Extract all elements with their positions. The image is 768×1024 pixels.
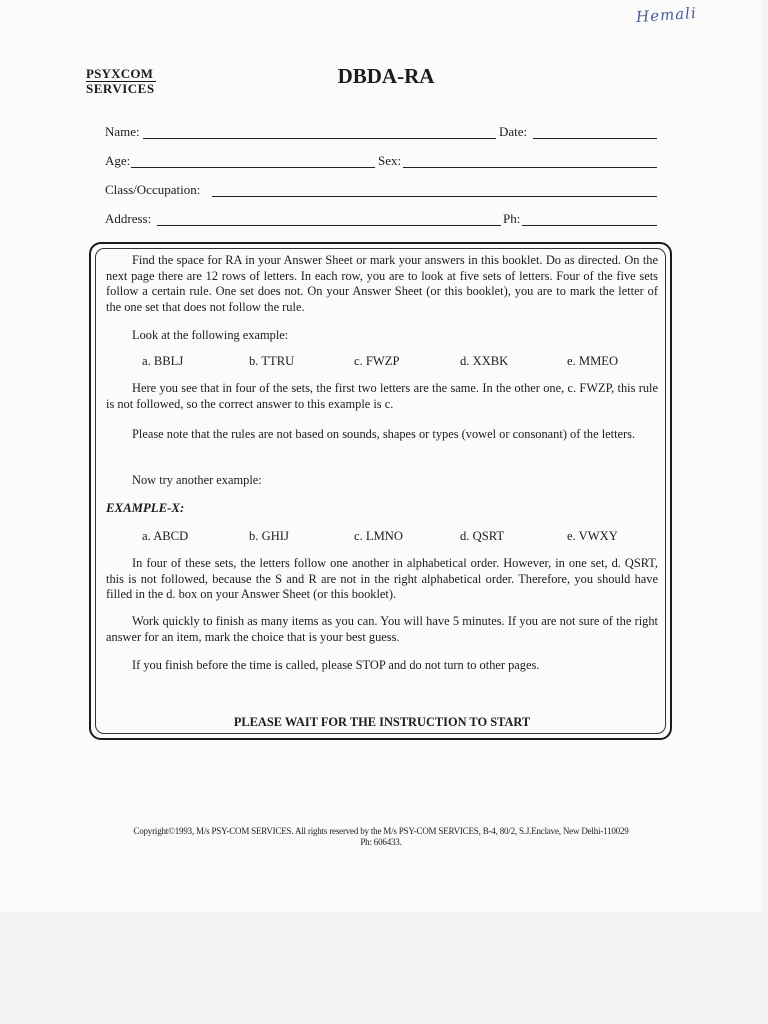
copyright-line-1: Copyright©1993, M/s PSY-COM SERVICES. All rights reserved by the M/s PSY-COM SERVICES, B-4, 80/2, S.J.Enclave, New Delhi-110029 [133, 826, 629, 836]
work-paragraph: Work quickly to finish as many items as you can. You will have 5 minutes. If you are not sure of the right answer for an item, mark the choice that is your best guess. [106, 614, 658, 644]
date-label: Date: [499, 124, 528, 139]
look-paragraph: Look at the following example: [132, 328, 289, 342]
try-paragraph: Now try another example: [132, 473, 262, 487]
sex-field[interactable] [403, 167, 657, 168]
name-field[interactable] [143, 138, 496, 139]
note-paragraph: Please note that the rules are not based on sounds, shapes or types (vowel or consonant) of the letters. [132, 427, 636, 441]
explain2-paragraph: In four of these sets, the letters follow one another in alphabetical order. However, in one set, d. QSRT, this is not followed, because the S and R are not in the right alphabetical order. Therefore, you should have filled in the d. box on your Answer Sheet (or this booklet). [106, 556, 658, 602]
ph-label: Ph: [503, 211, 521, 226]
logo-top-text: PSYXCOM [86, 67, 156, 82]
copyright-notice [0, 826, 762, 848]
class-occupation-field[interactable] [212, 196, 657, 197]
page-title: DBDA-RA [337, 64, 435, 88]
age-field[interactable] [131, 167, 375, 168]
example1-option-c: c. FWZP [354, 354, 400, 368]
address-ph-row [105, 211, 660, 227]
sex-label: Sex: [378, 153, 402, 168]
copyright-line-2: Ph: 606433. [360, 837, 402, 847]
example1-option-b: b. TTRU [249, 354, 295, 368]
date-field[interactable] [533, 138, 657, 139]
age-sex-row [105, 153, 660, 169]
example2-option-c: c. LMNO [354, 529, 403, 543]
example2-option-a: a. ABCD [142, 529, 189, 543]
name-date-row [105, 124, 660, 140]
explain1-paragraph: Here you see that in four of the sets, the first two letters are the same. In the other one, c. FWZP, this rule is not followed, so the correct answer to this example is c. [106, 381, 658, 411]
age-label: Age: [105, 153, 131, 168]
finish-paragraph: If you finish before the time is called, please STOP and do not turn to other pages. [132, 658, 540, 672]
example2-option-e: e. VWXY [567, 529, 618, 543]
name-label: Name: [105, 124, 140, 139]
address-field[interactable] [157, 225, 501, 226]
handwritten-name: Hemali [635, 3, 698, 27]
class-occupation-row [105, 182, 660, 198]
address-label: Address: [105, 211, 152, 226]
logo-bottom-text: SERVICES [86, 81, 155, 96]
example2-option-b: b. GHIJ [249, 529, 289, 543]
ph-field[interactable] [522, 225, 657, 226]
wait-instruction: PLEASE WAIT FOR THE INSTRUCTION TO START [233, 715, 531, 729]
class-occupation-label: Class/Occupation: [105, 182, 201, 197]
example1-option-a: a. BBLJ [142, 354, 184, 368]
example1-option-e: e. MMEO [567, 354, 619, 368]
example1-option-d: d. XXBK [460, 354, 509, 368]
example-x-label: EXAMPLE-X: [106, 501, 185, 515]
intro-paragraph: Find the space for RA in your Answer Sheet or mark your answers in this booklet. Do as directed. On the next page there are 12 rows of letters. In each row, you are to look at five sets of letters. Four of the five sets follow a certain rule. One set does not. On your Answer Sheet (or this booklet), you are to mark the letter of the one set that does not follow the rule. [106, 253, 658, 314]
example2-option-d: d. QSRT [460, 529, 505, 543]
